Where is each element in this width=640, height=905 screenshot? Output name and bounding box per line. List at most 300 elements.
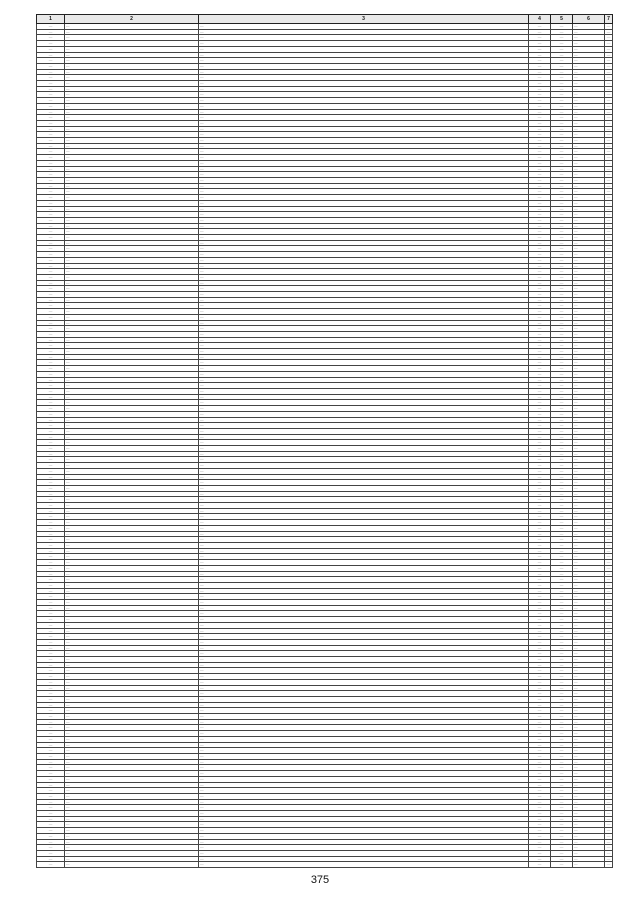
table-cell: — [573, 35, 605, 41]
table-cell: — [573, 525, 605, 531]
table-cell: — [605, 109, 613, 115]
table-cell: — [605, 622, 613, 628]
table-cell: — [199, 480, 529, 486]
table-cell: — [529, 120, 551, 126]
table-cell: — [551, 292, 573, 298]
table-cell: — [551, 69, 573, 75]
table-cell: — [573, 708, 605, 714]
table-cell: — [605, 736, 613, 742]
table-cell: — [551, 748, 573, 754]
table-cell: — [529, 811, 551, 817]
table-cell: — [605, 349, 613, 355]
table-cell: — [65, 850, 199, 856]
table-cell: — [199, 120, 529, 126]
table-cell: — [65, 189, 199, 195]
table-cell: — [529, 588, 551, 594]
table-cell: — [551, 520, 573, 526]
table-cell: — [551, 577, 573, 583]
table-cell: — [551, 303, 573, 309]
table-cell: — [37, 274, 65, 280]
table-cell: — [573, 349, 605, 355]
table-cell: — [573, 417, 605, 423]
table-cell: — [65, 594, 199, 600]
table-cell: — [199, 223, 529, 229]
table-cell: — [529, 548, 551, 554]
table-cell: — [573, 149, 605, 155]
table-cell: — [37, 160, 65, 166]
table-cell: — [65, 366, 199, 372]
table-cell: — [37, 383, 65, 389]
table-cell: — [65, 160, 199, 166]
work-register-table [36, 14, 613, 868]
table-cell: — [65, 377, 199, 383]
table-cell: — [551, 269, 573, 275]
table-cell: — [199, 434, 529, 440]
table-cell: — [529, 411, 551, 417]
table-cell: — [551, 468, 573, 474]
table-cell: — [605, 594, 613, 600]
table-cell: — [199, 714, 529, 720]
table-cell: — [65, 811, 199, 817]
table-cell: — [65, 252, 199, 258]
table-cell: — [65, 776, 199, 782]
table-cell: — [529, 217, 551, 223]
table-cell: — [65, 765, 199, 771]
table-cell: — [65, 371, 199, 377]
table-cell: — [37, 286, 65, 292]
table-cell: — [65, 183, 199, 189]
table-cell: — [65, 280, 199, 286]
table-cell: — [529, 600, 551, 606]
table-cell: — [529, 542, 551, 548]
table-cell: — [37, 69, 65, 75]
table-cell: — [529, 463, 551, 469]
table-cell: — [551, 628, 573, 634]
table-cell: — [573, 845, 605, 851]
table-cell: — [37, 75, 65, 81]
table-cell: — [605, 75, 613, 81]
table-cell: — [605, 811, 613, 817]
table-cell: — [65, 691, 199, 697]
table-cell: — [37, 514, 65, 520]
table-cell: — [551, 314, 573, 320]
table-cell: — [65, 600, 199, 606]
table-cell: — [65, 474, 199, 480]
table-cell: — [551, 856, 573, 862]
table-cell: — [551, 24, 573, 30]
table-cell: — [65, 617, 199, 623]
table-cell: — [37, 354, 65, 360]
table-cell: — [551, 143, 573, 149]
table-cell: — [551, 349, 573, 355]
table-cell: — [551, 657, 573, 663]
table-cell: — [199, 634, 529, 640]
table-cell: — [37, 229, 65, 235]
table-cell: — [605, 628, 613, 634]
table-cell: — [65, 520, 199, 526]
table-cell: — [529, 822, 551, 828]
table-cell: — [529, 662, 551, 668]
table-cell: — [37, 828, 65, 834]
table-cell: — [573, 143, 605, 149]
table-cell: — [65, 833, 199, 839]
table-cell: — [573, 856, 605, 862]
table-cell: — [65, 103, 199, 109]
table-cell: — [605, 605, 613, 611]
table-cell: — [605, 314, 613, 320]
table-cell: — [37, 542, 65, 548]
table-cell: — [199, 799, 529, 805]
table-cell: — [551, 371, 573, 377]
table-cell: — [551, 662, 573, 668]
table-cell: — [551, 417, 573, 423]
table-cell: — [37, 257, 65, 263]
table-cell: — [199, 126, 529, 132]
table-cell: — [37, 81, 65, 87]
table-cell: — [529, 765, 551, 771]
table-cell: — [573, 235, 605, 241]
table-cell: — [605, 600, 613, 606]
table-cell: — [65, 195, 199, 201]
table-cell: — [37, 742, 65, 748]
table-cell: — [573, 189, 605, 195]
table-cell: — [529, 223, 551, 229]
table-cell: — [551, 691, 573, 697]
table-cell: — [199, 850, 529, 856]
table-cell: — [529, 109, 551, 115]
table-cell: — [551, 776, 573, 782]
table-cell: — [551, 571, 573, 577]
table-cell: — [605, 685, 613, 691]
table-cell: — [573, 166, 605, 172]
table-cell: — [529, 257, 551, 263]
table-cell: — [65, 400, 199, 406]
table-cell: — [37, 394, 65, 400]
table-cell: — [199, 52, 529, 58]
table-cell: — [573, 491, 605, 497]
table-cell: — [65, 155, 199, 161]
table-cell: — [529, 229, 551, 235]
table-cell: — [37, 297, 65, 303]
table-cell: — [199, 605, 529, 611]
table-cell: — [605, 560, 613, 566]
table-cell: — [37, 389, 65, 395]
table-cell: — [37, 143, 65, 149]
table-cell: — [65, 92, 199, 98]
table-cell: — [529, 75, 551, 81]
table-cell: — [573, 679, 605, 685]
table-cell: — [551, 274, 573, 280]
table-cell: — [199, 520, 529, 526]
table-cell: — [573, 126, 605, 132]
table-cell: — [529, 138, 551, 144]
table-cell: — [529, 29, 551, 35]
table-cell: — [605, 309, 613, 315]
table-cell: — [573, 719, 605, 725]
table-cell: — [37, 634, 65, 640]
table-cell: — [529, 24, 551, 30]
table-cell: — [37, 622, 65, 628]
table-cell: — [605, 520, 613, 526]
table-cell: — [199, 263, 529, 269]
table-cell: — [551, 354, 573, 360]
table-cell: — [65, 212, 199, 218]
table-cell: — [199, 212, 529, 218]
table-cell: — [199, 651, 529, 657]
table-cell: — [551, 674, 573, 680]
table-cell: — [529, 103, 551, 109]
table-cell: — [573, 582, 605, 588]
table-cell: — [199, 69, 529, 75]
table-cell: — [529, 679, 551, 685]
table-cell: — [529, 696, 551, 702]
table-cell: — [573, 343, 605, 349]
table-cell: — [573, 183, 605, 189]
table-cell: — [551, 257, 573, 263]
table-cell: — [551, 440, 573, 446]
table-cell: — [573, 542, 605, 548]
table-cell: — [551, 788, 573, 794]
table-cell: — [605, 183, 613, 189]
table-cell: — [37, 235, 65, 241]
table-cell: — [551, 708, 573, 714]
table-cell: — [573, 280, 605, 286]
table-cell: — [573, 691, 605, 697]
table-cell: — [65, 451, 199, 457]
table-cell: — [573, 217, 605, 223]
table-cell: — [65, 862, 199, 868]
table-cell: — [529, 446, 551, 452]
table-cell: — [573, 269, 605, 275]
table-cell: — [605, 86, 613, 92]
table-cell: — [551, 35, 573, 41]
table-cell: — [529, 349, 551, 355]
table-cell: — [573, 240, 605, 246]
table-cell: — [65, 679, 199, 685]
table-cell: — [551, 252, 573, 258]
table-cell: — [37, 662, 65, 668]
table-cell: — [605, 485, 613, 491]
table-cell: — [605, 280, 613, 286]
table-cell: — [605, 411, 613, 417]
table-cell: — [605, 35, 613, 41]
table-cell: — [605, 217, 613, 223]
table-cell: — [199, 582, 529, 588]
table-cell: — [573, 645, 605, 651]
table-cell: — [551, 679, 573, 685]
table-row [37, 862, 613, 868]
table-cell: — [605, 389, 613, 395]
table-cell: — [529, 377, 551, 383]
table-cell: — [573, 446, 605, 452]
table-cell: — [605, 702, 613, 708]
table-cell: — [199, 474, 529, 480]
table-cell: — [529, 212, 551, 218]
table-cell: — [551, 41, 573, 47]
table-cell: — [573, 223, 605, 229]
table-cell: — [529, 394, 551, 400]
table-cell: — [199, 292, 529, 298]
table-cell: — [573, 120, 605, 126]
table-cell: — [65, 708, 199, 714]
table-cell: — [605, 337, 613, 343]
table-cell: — [605, 719, 613, 725]
table-cell: — [573, 554, 605, 560]
table-cell: — [573, 246, 605, 252]
table-cell: — [573, 531, 605, 537]
table-cell: — [605, 406, 613, 412]
table-cell: — [199, 331, 529, 337]
table-cell: — [37, 520, 65, 526]
table-cell: — [529, 160, 551, 166]
table-cell: — [529, 485, 551, 491]
table-cell: — [605, 617, 613, 623]
table-cell: — [199, 86, 529, 92]
table-cell: — [551, 811, 573, 817]
table-cell: — [573, 622, 605, 628]
table-cell: — [605, 679, 613, 685]
table-cell: — [551, 582, 573, 588]
table-cell: — [605, 229, 613, 235]
table-cell: — [199, 525, 529, 531]
table-cell: — [37, 474, 65, 480]
table-cell: — [37, 411, 65, 417]
table-cell: — [551, 828, 573, 834]
table-cell: — [573, 229, 605, 235]
table-cell: — [605, 856, 613, 862]
table-cell: — [573, 822, 605, 828]
table-cell: — [529, 594, 551, 600]
table-cell: — [37, 833, 65, 839]
table-cell: — [199, 725, 529, 731]
table-cell: — [573, 320, 605, 326]
table-cell: — [65, 172, 199, 178]
table-cell: — [529, 668, 551, 674]
table-cell: — [573, 172, 605, 178]
table-cell: — [37, 503, 65, 509]
table-cell: — [551, 600, 573, 606]
table-cell: — [605, 548, 613, 554]
table-cell: — [529, 759, 551, 765]
table-cell: — [529, 81, 551, 87]
table-cell: — [605, 657, 613, 663]
table-cell: — [65, 58, 199, 64]
table-cell: — [37, 491, 65, 497]
table-cell: — [605, 46, 613, 52]
table-cell: — [199, 92, 529, 98]
table-cell: — [605, 451, 613, 457]
table-cell: — [199, 35, 529, 41]
table-cell: — [605, 651, 613, 657]
table-cell: — [65, 754, 199, 760]
table-cell: — [605, 377, 613, 383]
table-cell: — [199, 696, 529, 702]
table-cell: — [199, 811, 529, 817]
table-cell: — [37, 269, 65, 275]
table-cell: — [37, 537, 65, 543]
table-cell: — [551, 138, 573, 144]
table-cell: — [529, 839, 551, 845]
table-cell: — [551, 98, 573, 104]
table-cell: — [573, 257, 605, 263]
table-cell: — [199, 400, 529, 406]
table-cell: — [605, 195, 613, 201]
table-cell: — [529, 451, 551, 457]
table-cell: — [529, 685, 551, 691]
table-cell: — [605, 320, 613, 326]
table-cell: — [65, 634, 199, 640]
table-cell: — [65, 143, 199, 149]
table-cell: — [573, 394, 605, 400]
table-cell: — [529, 286, 551, 292]
table-cell: — [573, 788, 605, 794]
table-cell: — [199, 406, 529, 412]
table-cell: — [199, 389, 529, 395]
table-cell: — [529, 674, 551, 680]
table-cell: — [65, 166, 199, 172]
table-cell: — [37, 360, 65, 366]
table-cell: — [65, 223, 199, 229]
table-cell: — [65, 542, 199, 548]
table-cell: — [37, 206, 65, 212]
table-cell: — [199, 485, 529, 491]
table-cell: — [529, 845, 551, 851]
table-cell: — [605, 725, 613, 731]
table-cell: — [37, 611, 65, 617]
table-cell: — [65, 132, 199, 138]
table-cell: — [529, 417, 551, 423]
table-cell: — [551, 765, 573, 771]
table-cell: — [551, 217, 573, 223]
table-cell: — [551, 845, 573, 851]
table-cell: — [551, 525, 573, 531]
table-cell: — [199, 537, 529, 543]
table-cell: — [199, 822, 529, 828]
table-cell: — [573, 725, 605, 731]
table-cell: — [573, 485, 605, 491]
table-cell: — [37, 240, 65, 246]
table-cell: — [65, 759, 199, 765]
table-cell: — [529, 793, 551, 799]
table-cell: — [199, 702, 529, 708]
table-cell: — [573, 617, 605, 623]
table-cell: — [605, 514, 613, 520]
table-cell: — [37, 292, 65, 298]
table-cell: — [529, 474, 551, 480]
table-cell: — [551, 725, 573, 731]
table-cell: — [529, 748, 551, 754]
table-cell: — [605, 691, 613, 697]
table-cell: — [573, 337, 605, 343]
table-cell: — [573, 577, 605, 583]
table-cell: — [551, 451, 573, 457]
column-number: 1 [37, 15, 65, 24]
table-cell: — [529, 714, 551, 720]
table-cell: — [605, 200, 613, 206]
table-cell: — [37, 714, 65, 720]
table-cell: — [573, 326, 605, 332]
table-cell: — [551, 331, 573, 337]
table-cell: — [65, 29, 199, 35]
table-cell: — [199, 679, 529, 685]
table-cell: — [573, 736, 605, 742]
table-cell: — [199, 320, 529, 326]
table-cell: — [529, 850, 551, 856]
table-cell: — [551, 280, 573, 286]
table-cell: — [65, 52, 199, 58]
table-cell: — [37, 200, 65, 206]
table-cell: — [529, 166, 551, 172]
